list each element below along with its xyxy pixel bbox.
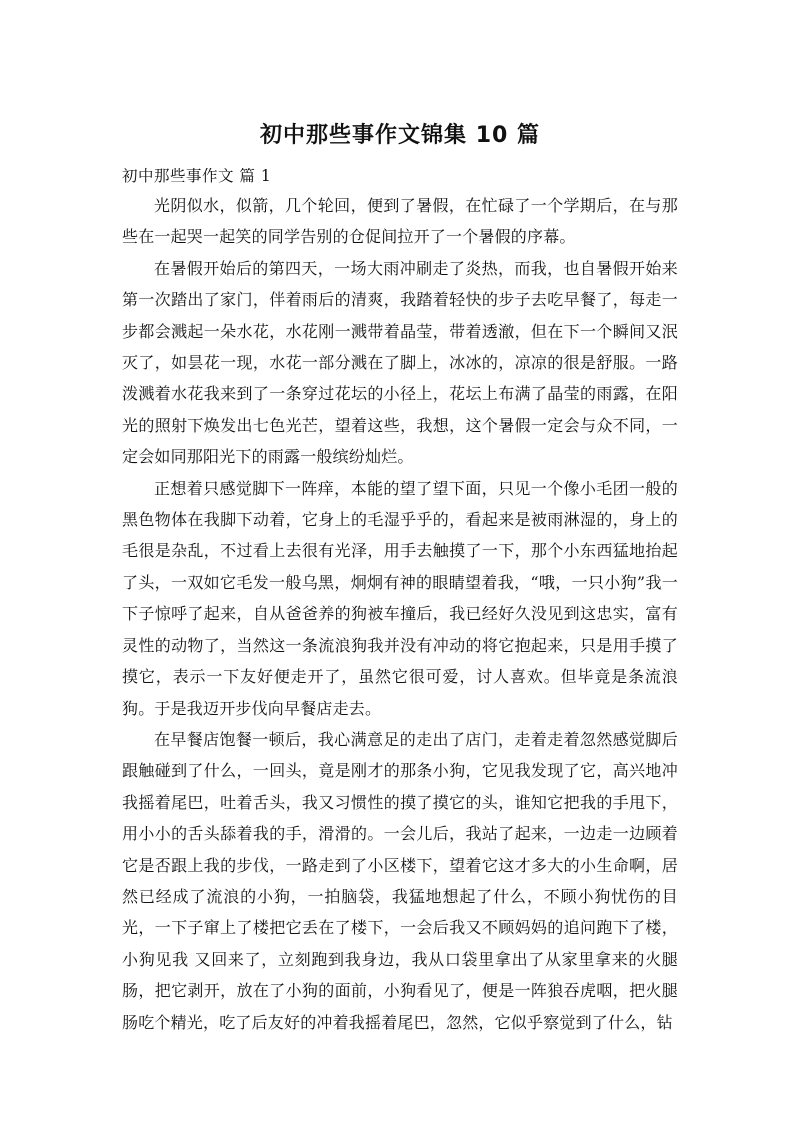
paragraph-1: 光阴似水，似箭，几个轮回，便到了暑假，在忙碌了一个学期后，在与那些在一起哭一起笑的同学告别的仓促间拉开了一个暑假的序幕。 xyxy=(122,196,678,247)
essay-subtitle: 初中那些事作文 篇 1 xyxy=(122,167,272,185)
paragraph-2: 在暑假开始后的第四天，一场大雨冲刷走了炎热，而我，也自暑假开始来第一次踏出了家门，伴着雨后的清爽，我踏着轻快的步子去吃早餐了，每走一步都会溅起一朵水花，水花刚一溅带着晶莹，带着透澈，但在下一个瞬间又泯灭了，如昙花一现，水花一部分溅在了脚上，冰冰的，凉凉的很是舒服。一路泼溅着水花我来到了一条穿过花坛的小径上，花坛上布满了晶莹的雨露，在阳光的照射下焕发出七色光芒，望着这些，我想，这个暑假一定会与众不同，一定会如同那阳光下的雨露一般缤纷灿烂。 xyxy=(122,258,678,467)
paragraph-4: 在早餐店饱餐一顿后，我心满意足的走出了店门，走着走着忽然感觉脚后跟触碰到了什么，一回头，竟是刚才的那条小狗，它见我发现了它，高兴地冲我摇着尾巴，吐着舌头，我又习惯性的摸了摸它的头，谁知它把我的手甩下，用小小的舌头舔着我的手，滑滑的。一会儿后，我站了起来，一边走一边顾着它是否跟上我的步伐，一路走到了小区楼下，望着它这才多大的小生命啊，居然已经成了流浪的小狗，一拍脑袋，我猛地想起了什么，不顾小狗忧伤的目光，一下子窜上了楼把它丢在了楼下，一会后我又不顾妈妈的追问跑下了楼，小狗见我 又回来了，立刻跑到我身边，我从口袋里拿出了从家里拿来的火腿肠，把它剥开，放在了小狗的面前，小狗看见了，便是一阵狼吞虎咽，把火腿肠吃个精光，吃了后友好的冲着我摇着尾巴，忽然，它似乎察觉到了什么，钻 xyxy=(122,729,678,1032)
document-title: 初中那些事作文锦集 10 篇 xyxy=(260,123,540,148)
paragraph-3: 正想着只感觉脚下一阵痒，本能的望了望下面，只见一个像小毛团一般的黑色物体在我脚下动着，它身上的毛湿乎乎的，看起来是被雨淋湿的，身上的毛很是杂乱，不过看上去很有光泽，用手去触摸了一下，那个小东西猛地抬起了头，一双如它毛发一般乌黑，炯炯有神的眼睛望着我，“哦，一只小狗”我一下子惊呼了起来，自从爸爸养的狗被车撞后，我已经好久没见到这忠实，富有灵性的动物了，当然这一条流浪狗我并没有冲动的将它抱起来，只是用手摸了摸它，表示一下友好便走开了，虽然它很可爱，讨人喜欢。但毕竟是条流浪狗。于是我迈开步伐向早餐店走去。 xyxy=(122,478,678,718)
essay-body xyxy=(122,190,678,1038)
